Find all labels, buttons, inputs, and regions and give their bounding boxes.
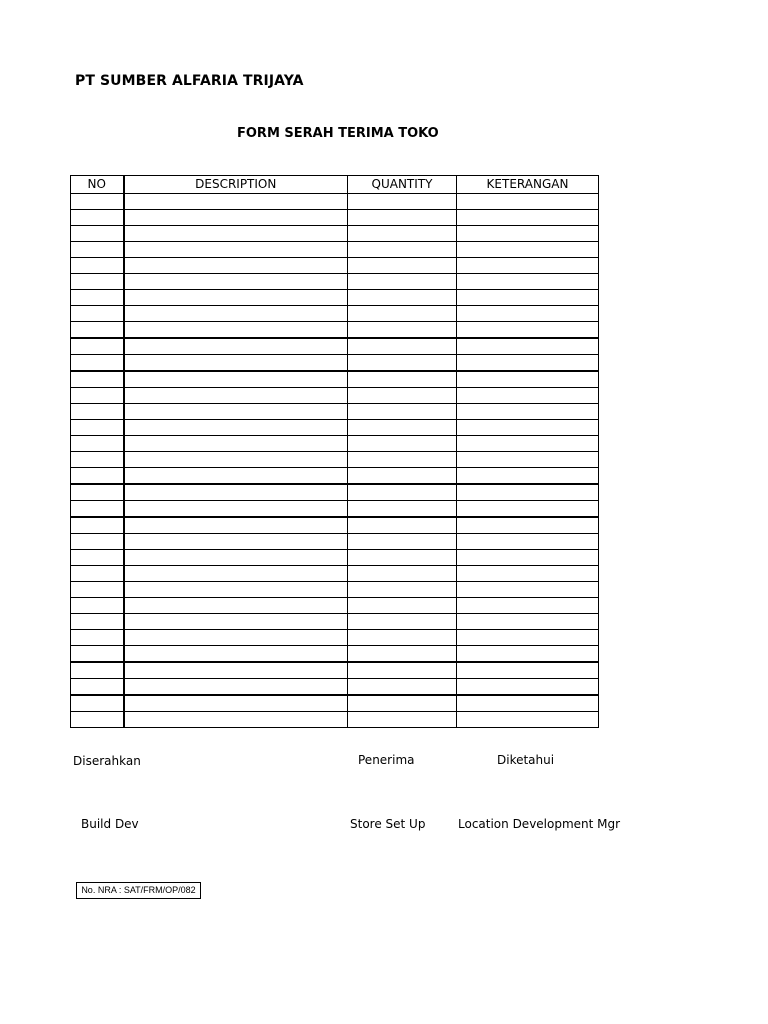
cell-no[interactable] [71, 290, 124, 306]
cell-keterangan[interactable] [457, 420, 599, 436]
cell-no[interactable] [71, 517, 124, 534]
table-header-row [71, 176, 599, 194]
cell-description[interactable] [124, 274, 348, 290]
label-store-set-up: Store Set Up [350, 817, 426, 831]
cell-description[interactable] [124, 388, 348, 404]
cell-no[interactable] [71, 322, 124, 339]
cell-no[interactable] [71, 679, 124, 696]
table-row [71, 194, 599, 210]
cell-no[interactable] [71, 452, 124, 468]
table-row [71, 517, 599, 534]
cell-quantity[interactable] [348, 550, 457, 566]
cell-no[interactable] [71, 388, 124, 404]
table-row [71, 258, 599, 274]
column-header-quantity: QUANTITY [348, 176, 457, 194]
cell-keterangan[interactable] [457, 630, 599, 646]
table-row [71, 226, 599, 242]
cell-description[interactable] [124, 371, 348, 388]
cell-keterangan[interactable] [457, 258, 599, 274]
table-row [71, 306, 599, 322]
cell-keterangan[interactable] [457, 404, 599, 420]
cell-keterangan[interactable] [457, 582, 599, 598]
label-location-development-mgr: Location Development Mgr [458, 817, 621, 831]
cell-keterangan[interactable] [457, 290, 599, 306]
cell-quantity[interactable] [348, 290, 457, 306]
cell-no[interactable] [71, 662, 124, 679]
cell-keterangan[interactable] [457, 695, 599, 712]
form-title: FORM SERAH TERIMA TOKO [237, 126, 439, 141]
cell-keterangan[interactable] [457, 679, 599, 696]
table-row [71, 534, 599, 550]
cell-keterangan[interactable] [457, 371, 599, 388]
table-row [71, 614, 599, 630]
cell-no[interactable] [71, 550, 124, 566]
table-row [71, 274, 599, 290]
cell-description[interactable] [124, 598, 348, 614]
cell-description[interactable] [124, 695, 348, 712]
table-row [71, 662, 599, 679]
cell-keterangan[interactable] [457, 274, 599, 290]
cell-no[interactable] [71, 695, 124, 712]
cell-quantity[interactable] [348, 598, 457, 614]
cell-quantity[interactable] [348, 420, 457, 436]
table-row [71, 712, 599, 728]
cell-no[interactable] [71, 355, 124, 372]
cell-description[interactable] [124, 404, 348, 420]
cell-description[interactable] [124, 662, 348, 679]
cell-no[interactable] [71, 534, 124, 550]
cell-keterangan[interactable] [457, 338, 599, 355]
cell-keterangan[interactable] [457, 436, 599, 452]
cell-keterangan[interactable] [457, 598, 599, 614]
cell-keterangan[interactable] [457, 517, 599, 534]
cell-keterangan[interactable] [457, 712, 599, 728]
cell-no[interactable] [71, 646, 124, 663]
cell-quantity[interactable] [348, 226, 457, 242]
cell-quantity[interactable] [348, 534, 457, 550]
cell-quantity[interactable] [348, 404, 457, 420]
column-header-no: NO [71, 176, 124, 194]
cell-quantity[interactable] [348, 355, 457, 372]
table-row [71, 404, 599, 420]
cell-no[interactable] [71, 598, 124, 614]
cell-keterangan[interactable] [457, 534, 599, 550]
cell-description[interactable] [124, 226, 348, 242]
cell-description[interactable] [124, 501, 348, 518]
table-row [71, 646, 599, 663]
cell-quantity[interactable] [348, 582, 457, 598]
label-diketahui: Diketahui [497, 753, 555, 767]
cell-quantity[interactable] [348, 258, 457, 274]
cell-description[interactable] [124, 679, 348, 696]
cell-quantity[interactable] [348, 517, 457, 534]
cell-description[interactable] [124, 534, 348, 550]
table-row [71, 695, 599, 712]
cell-no[interactable] [71, 484, 124, 501]
cell-quantity[interactable] [348, 484, 457, 501]
table-row [71, 566, 599, 582]
cell-description[interactable] [124, 420, 348, 436]
column-header-keterangan: KETERANGAN [457, 176, 599, 194]
table-row [71, 468, 599, 485]
cell-description[interactable] [124, 194, 348, 210]
cell-description[interactable] [124, 484, 348, 501]
cell-quantity[interactable] [348, 614, 457, 630]
cell-description[interactable] [124, 630, 348, 646]
cell-description[interactable] [124, 582, 348, 598]
cell-quantity[interactable] [348, 242, 457, 258]
cell-quantity[interactable] [348, 662, 457, 679]
table-row [71, 242, 599, 258]
table-row [71, 598, 599, 614]
cell-keterangan[interactable] [457, 550, 599, 566]
cell-quantity[interactable] [348, 630, 457, 646]
cell-no[interactable] [71, 468, 124, 485]
label-penerima: Penerima [358, 753, 415, 767]
cell-no[interactable] [71, 566, 124, 582]
label-build-dev: Build Dev [81, 817, 139, 831]
cell-no[interactable] [71, 404, 124, 420]
cell-no[interactable] [71, 210, 124, 226]
cell-keterangan[interactable] [457, 226, 599, 242]
company-name: PT SUMBER ALFARIA TRIJAYA [75, 73, 304, 89]
cell-quantity[interactable] [348, 566, 457, 582]
cell-description[interactable] [124, 355, 348, 372]
cell-keterangan[interactable] [457, 306, 599, 322]
cell-quantity[interactable] [348, 646, 457, 663]
cell-keterangan[interactable] [457, 468, 599, 485]
cell-no[interactable] [71, 194, 124, 210]
cell-keterangan[interactable] [457, 388, 599, 404]
cell-description[interactable] [124, 306, 348, 322]
cell-quantity[interactable] [348, 468, 457, 485]
cell-description[interactable] [124, 468, 348, 485]
cell-quantity[interactable] [348, 388, 457, 404]
cell-keterangan[interactable] [457, 646, 599, 663]
cell-quantity[interactable] [348, 679, 457, 696]
cell-description[interactable] [124, 517, 348, 534]
label-diserahkan: Diserahkan [73, 754, 141, 768]
document-number-box: No. NRA : SAT/FRM/OP/082 [76, 882, 201, 899]
cell-quantity[interactable] [348, 695, 457, 712]
cell-keterangan[interactable] [457, 242, 599, 258]
cell-no[interactable] [71, 614, 124, 630]
table-row [71, 630, 599, 646]
handover-table [70, 175, 599, 728]
table-row [71, 290, 599, 306]
table-row [71, 679, 599, 696]
table-row [71, 338, 599, 355]
cell-description[interactable] [124, 258, 348, 274]
table-row [71, 452, 599, 468]
cell-quantity[interactable] [348, 194, 457, 210]
table-row [71, 582, 599, 598]
cell-no[interactable] [71, 501, 124, 518]
cell-quantity[interactable] [348, 274, 457, 290]
cell-description[interactable] [124, 322, 348, 339]
cell-no[interactable] [71, 371, 124, 388]
cell-no[interactable] [71, 242, 124, 258]
cell-no[interactable] [71, 582, 124, 598]
cell-quantity[interactable] [348, 712, 457, 728]
cell-quantity[interactable] [348, 436, 457, 452]
cell-no[interactable] [71, 258, 124, 274]
table-row [71, 550, 599, 566]
cell-quantity[interactable] [348, 452, 457, 468]
cell-quantity[interactable] [348, 371, 457, 388]
table-row [71, 388, 599, 404]
cell-description[interactable] [124, 566, 348, 582]
table-row [71, 371, 599, 388]
table-row [71, 322, 599, 339]
cell-quantity[interactable] [348, 322, 457, 339]
cell-no[interactable] [71, 712, 124, 728]
cell-keterangan[interactable] [457, 452, 599, 468]
cell-keterangan[interactable] [457, 614, 599, 630]
table-row [71, 436, 599, 452]
cell-keterangan[interactable] [457, 484, 599, 501]
cell-no[interactable] [71, 274, 124, 290]
cell-keterangan[interactable] [457, 194, 599, 210]
table-row [71, 355, 599, 372]
cell-keterangan[interactable] [457, 501, 599, 518]
cell-quantity[interactable] [348, 338, 457, 355]
cell-description[interactable] [124, 614, 348, 630]
cell-description[interactable] [124, 436, 348, 452]
cell-no[interactable] [71, 226, 124, 242]
cell-description[interactable] [124, 210, 348, 226]
cell-description[interactable] [124, 290, 348, 306]
column-header-description: DESCRIPTION [124, 176, 348, 194]
cell-description[interactable] [124, 550, 348, 566]
table-body [71, 194, 599, 728]
cell-description[interactable] [124, 646, 348, 663]
cell-description[interactable] [124, 452, 348, 468]
cell-no[interactable] [71, 420, 124, 436]
cell-keterangan[interactable] [457, 355, 599, 372]
cell-quantity[interactable] [348, 501, 457, 518]
table-row [71, 501, 599, 518]
cell-description[interactable] [124, 242, 348, 258]
cell-no[interactable] [71, 630, 124, 646]
cell-keterangan[interactable] [457, 662, 599, 679]
cell-description[interactable] [124, 712, 348, 728]
table-row [71, 210, 599, 226]
cell-quantity[interactable] [348, 210, 457, 226]
cell-keterangan[interactable] [457, 322, 599, 339]
table-row [71, 420, 599, 436]
cell-description[interactable] [124, 338, 348, 355]
cell-no[interactable] [71, 436, 124, 452]
table-row [71, 484, 599, 501]
cell-quantity[interactable] [348, 306, 457, 322]
cell-no[interactable] [71, 306, 124, 322]
cell-no[interactable] [71, 338, 124, 355]
cell-keterangan[interactable] [457, 566, 599, 582]
cell-keterangan[interactable] [457, 210, 599, 226]
